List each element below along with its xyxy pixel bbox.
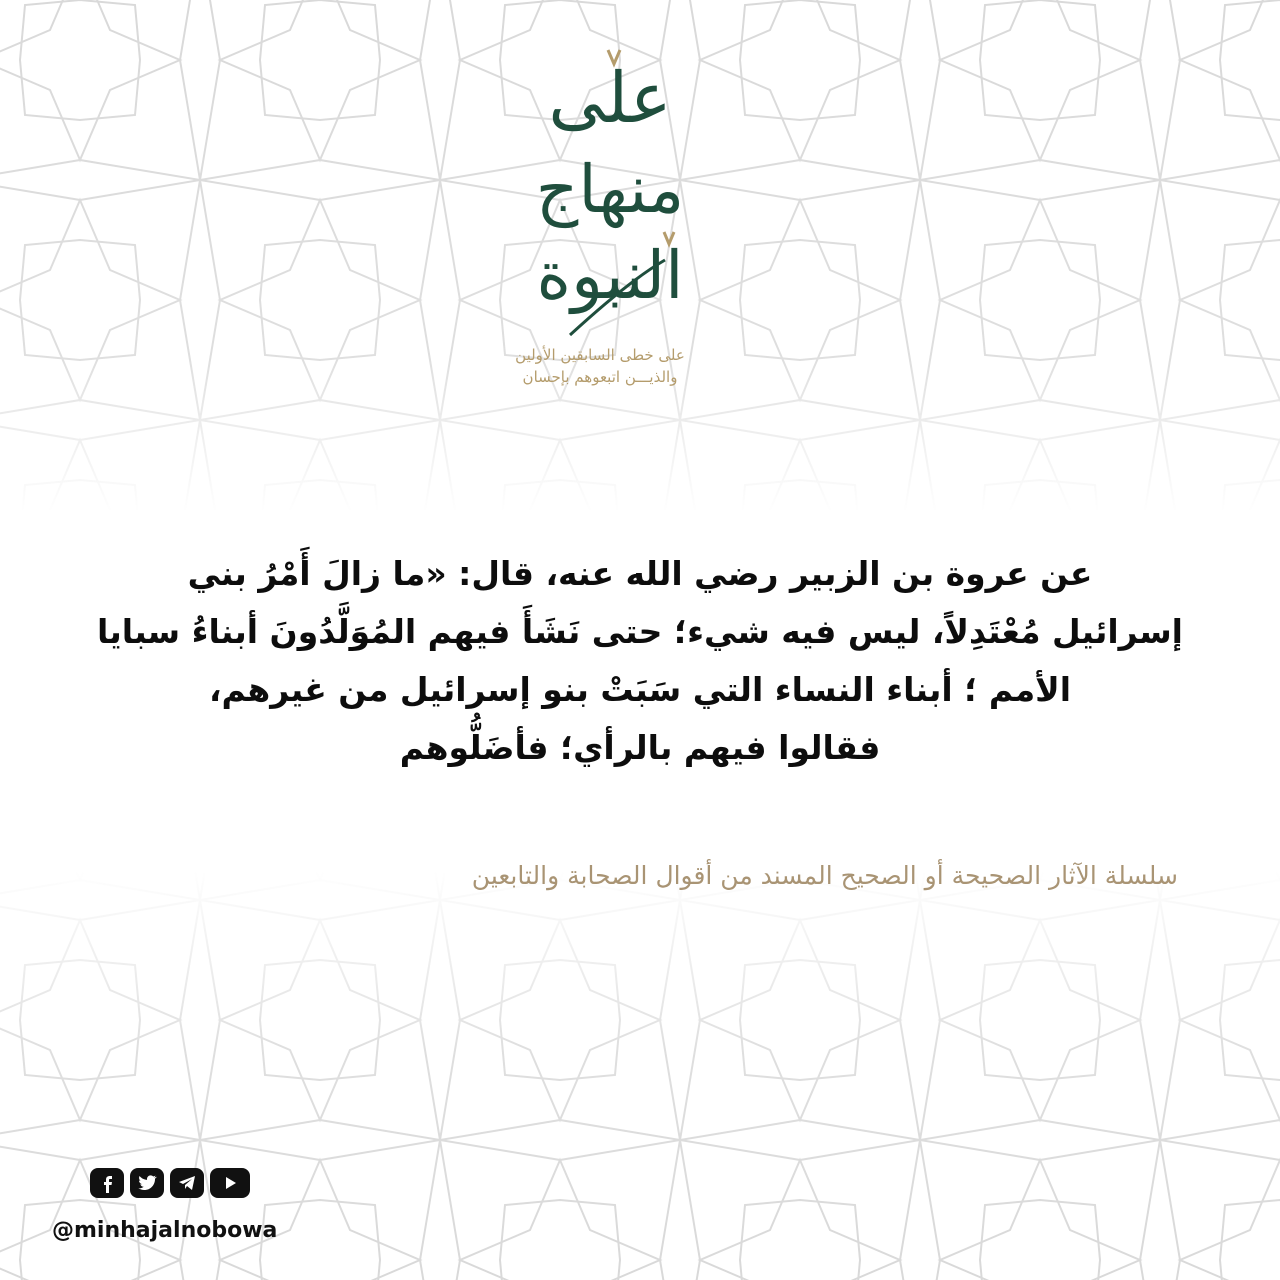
quote-line-3: الأمم ؛ أبناء النساء التي سَبَتْ بنو إسرائيل من غيرهم، [208,670,1072,709]
logo [490,30,730,350]
youtube-icon[interactable] [210,1168,250,1198]
logo-tagline-line-2: والذيـــن اتبعوهم بإحسان [522,368,678,386]
social-icons [90,1168,250,1200]
social-handle[interactable]: @minhajalnobowa [52,1218,278,1243]
source-citation: سلسلة الآثار الصحيحة أو الصحيح المسند من أقوال الصحابة والتابعين [471,861,1178,890]
quote-line-1: عن عروة بن الزبير رضي الله عنه، قال: «ما زالَ أَمْرُ بني [187,554,1093,593]
logo-line-1: على [548,57,672,139]
logo-line-3: النبوة [536,237,684,314]
facebook-icon[interactable] [90,1168,124,1198]
logo-tagline [470,344,730,388]
telegram-icon[interactable] [170,1168,204,1198]
twitter-icon[interactable] [130,1168,164,1198]
logo-line-2: منهاج [535,151,685,228]
quote-line-2: إسرائيل مُعْتَدِلاً، ليس فيه شيء؛ حتى نَشَأَ فيهم المُوَلَّدُونَ أبناءُ سبايا [97,612,1183,651]
quote-text [40,545,1240,777]
quote-line-4: فقالوا فيهم بالرأي؛ فأضَلُّوهم [399,728,881,767]
logo-tagline-line-1: على خطى السابقين الأولين [515,346,685,364]
